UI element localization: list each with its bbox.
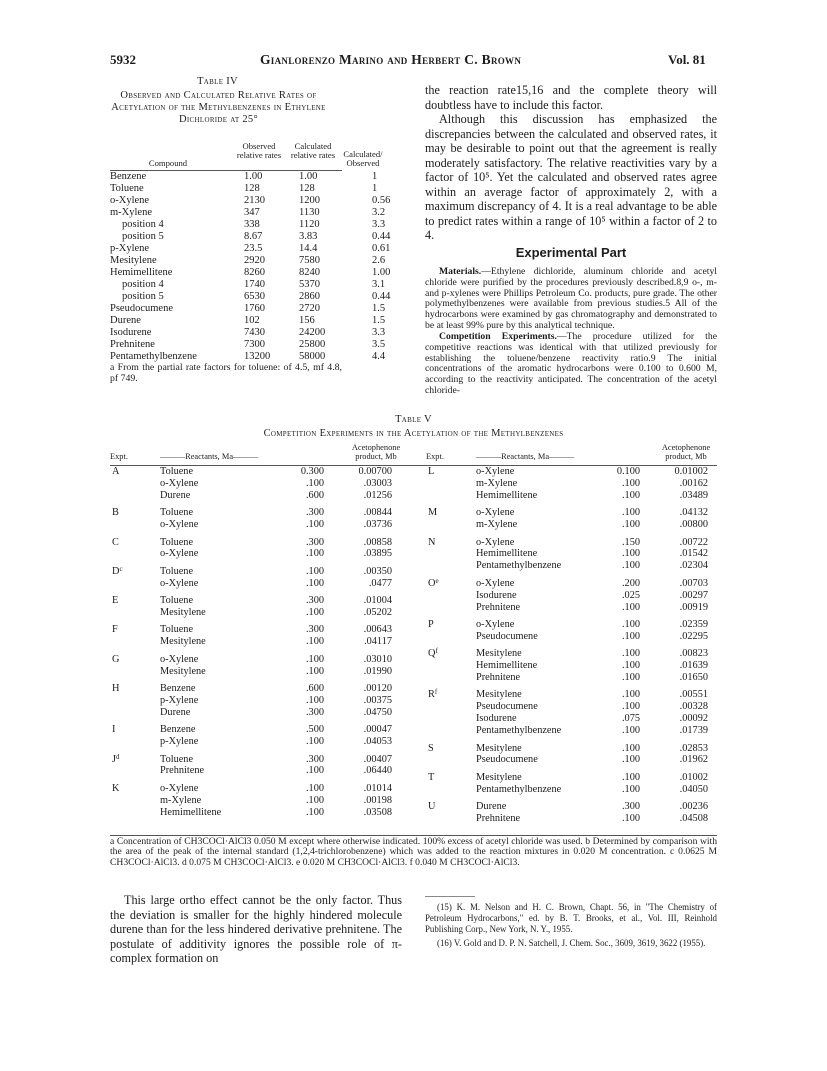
table4-title: Observed and Calculated Relative Rates of Acetylation of the Methylbenzenes in Ethylene Dichloride at 25° bbox=[111, 90, 326, 125]
table4-row bbox=[110, 291, 440, 303]
reactant-name: Pseudocumene bbox=[476, 630, 538, 642]
table4-row bbox=[110, 339, 440, 351]
reactant-name: Prehnitene bbox=[476, 672, 521, 683]
compound-name: position 5 bbox=[122, 291, 164, 302]
col-reactants-right-text: Reactants, Ma bbox=[501, 452, 550, 461]
observed-rate: 6530 bbox=[244, 291, 265, 302]
product-amount: .02304 bbox=[679, 560, 708, 572]
reactant-concentration: .100 bbox=[305, 653, 324, 665]
volume-label: Vol. 81 bbox=[668, 52, 706, 67]
reference-15: (15) K. M. Nelson and H. C. Brown, Chapt. 56, in "The Chemistry of Petroleum Hydrocarbons," ed. by B. T. Brooks, et al., Vol. III, Reinhold Publishing Corp., New York, N. Y., 1955. bbox=[425, 902, 717, 935]
calculated-rate: 1.00 bbox=[299, 171, 318, 182]
table4-row bbox=[110, 207, 440, 219]
calculated-rate: 58000 bbox=[299, 351, 326, 362]
expt-id: M bbox=[428, 507, 438, 519]
product-amount: 0.01002 bbox=[674, 466, 708, 477]
ratio-value: 1 bbox=[372, 183, 378, 194]
product-amount: .00844 bbox=[363, 507, 392, 519]
compound-name: o-Xylene bbox=[110, 195, 150, 206]
observed-rate: 2130 bbox=[244, 195, 265, 206]
ratio-value: 3.3 bbox=[372, 327, 386, 338]
reactant-concentration: .100 bbox=[621, 771, 640, 783]
expt-footnote-mark: c bbox=[119, 564, 123, 573]
product-amount: .01990 bbox=[363, 665, 392, 677]
reactant-name: o-Xylene bbox=[476, 466, 515, 477]
competition-text: —The procedure utilized for the competitive reactions was identical with that utilized previously for establishing the toluene/benzene reactivity ratio.9 The initial concentrations of the aromatic hydrocarbons were 0.100 to 0.600 M, according to the reactivity anticipated. The concentration of the acetyl chloride- bbox=[425, 331, 717, 396]
product-amount: .00858 bbox=[363, 536, 392, 548]
reactant-name: o-Xylene bbox=[476, 536, 515, 548]
reactant-name: Pentamethylbenzene bbox=[476, 783, 562, 795]
reactant-name: Mesitylene bbox=[160, 665, 206, 677]
compound-name: position 4 bbox=[122, 219, 164, 230]
ratio-value: 3.5 bbox=[372, 339, 386, 350]
reactant-name: Toluene bbox=[160, 624, 194, 636]
reactant-concentration: .100 bbox=[305, 665, 324, 677]
ratio-value: 1.5 bbox=[372, 303, 386, 314]
paragraph-discussion: Although this discussion has emphasized the discrepancies between the calculated and observed rates, it may be desirable to point out that the agreement is really moderately satisfactory. The relative reactivities vary by a factor of 10⁵. Yet the calculated and observed rates agree within an average factor of approximately 2, with a maximum discrepancy of 4. It is a real advantage to be able to predict rates within a range of 10⁵ within a factor of 2 to 4. bbox=[425, 112, 717, 242]
reactant-name: Toluene bbox=[160, 466, 194, 477]
col-reactants-left-text: Reactants, Ma bbox=[185, 452, 234, 461]
reactant-concentration: .100 bbox=[621, 754, 640, 766]
reactant-name: p-Xylene bbox=[160, 694, 199, 706]
competition-heading: Competition Experiments. bbox=[439, 331, 557, 342]
observed-rate: 1760 bbox=[244, 303, 265, 314]
ratio-value: 0.61 bbox=[372, 243, 391, 254]
product-amount: .01004 bbox=[363, 595, 392, 607]
compound-name: Pentamethylbenzene bbox=[110, 351, 197, 362]
reactant-name: Mesitylene bbox=[476, 689, 522, 701]
expt-id: A bbox=[112, 466, 120, 477]
reactant-name: Toluene bbox=[160, 536, 194, 548]
reactant-name: o-Xylene bbox=[160, 519, 199, 531]
ratio-value: 3.3 bbox=[372, 219, 386, 230]
reactant-concentration: .100 bbox=[621, 701, 640, 713]
ratio-value: 3.2 bbox=[372, 207, 386, 218]
materials-heading: Materials. bbox=[439, 266, 482, 277]
calculated-rate: 7580 bbox=[299, 255, 320, 266]
reactant-name: o-Xylene bbox=[476, 577, 515, 589]
reactant-name: o-Xylene bbox=[160, 782, 199, 794]
reactant-concentration: .100 bbox=[621, 519, 640, 531]
compound-name: position 4 bbox=[122, 279, 164, 290]
col-product-left: Acetophenone product, Mb bbox=[351, 443, 401, 461]
col-calculated: Calculated relative rates bbox=[290, 141, 336, 160]
col-expt-left: Expt. bbox=[110, 452, 128, 461]
paragraph-continuation: the reaction rate15,16 and the complete theory will doubtless have to include this factor. bbox=[425, 83, 717, 112]
compound-name: Hemimellitene bbox=[110, 267, 173, 278]
product-amount: .00800 bbox=[679, 519, 708, 531]
reactant-concentration: 0.100 bbox=[616, 466, 640, 477]
reactant-concentration: .100 bbox=[621, 477, 640, 489]
reactant-name: Durene bbox=[160, 706, 191, 718]
product-amount: .01962 bbox=[679, 754, 708, 766]
product-amount: .02359 bbox=[679, 618, 708, 630]
expt-id: T bbox=[428, 771, 435, 783]
reactant-name: o-Xylene bbox=[476, 507, 515, 519]
product-amount: .00703 bbox=[679, 577, 708, 589]
competition-paragraph bbox=[425, 332, 717, 397]
compound-name: Prehnitene bbox=[110, 339, 155, 350]
reactant-name: Hemimellitene bbox=[476, 548, 538, 560]
reactant-concentration: .300 bbox=[621, 801, 640, 813]
observed-rate: 8.67 bbox=[244, 231, 263, 242]
calculated-rate: 5370 bbox=[299, 279, 320, 290]
expt-id: P bbox=[428, 618, 434, 630]
reactant-name: Pentamethylbenzene bbox=[476, 725, 562, 737]
product-amount: .00407 bbox=[363, 753, 392, 765]
reactant-name: Isodurene bbox=[476, 713, 517, 725]
expt-id: K bbox=[112, 782, 120, 794]
product-amount: .04132 bbox=[679, 507, 708, 519]
ratio-value: 1.5 bbox=[372, 315, 386, 326]
reactant-concentration: .100 bbox=[621, 548, 640, 560]
reactant-name: m-Xylene bbox=[160, 794, 202, 806]
table5-footnotes: a Concentration of CH3COCl·AlCl3 0.050 M except where otherwise indicated. 100% excess of acetyl chloride was used. b Determined by comparison with the area of the peak of the internal standard (1,2,4-trichlorobenzene) which was added to the reaction mixtures in 0.020 M concentration. c 0.0625 M CH3COCl·AlCl3. d 0.075 M CH3COCl·AlCl3. e 0.020 M CH3COCl·AlCl3. f 0.040 M CH3COCl·AlCl3. bbox=[110, 836, 717, 868]
compound-name: m-Xylene bbox=[110, 207, 152, 218]
product-amount: .01650 bbox=[679, 672, 708, 683]
compound-name: Mesitylene bbox=[110, 255, 157, 266]
compound-name: Isodurene bbox=[110, 327, 152, 338]
expt-id: C bbox=[112, 536, 119, 548]
expt-id: S bbox=[428, 742, 434, 754]
reactant-name: o-Xylene bbox=[160, 577, 199, 589]
observed-rate: 102 bbox=[244, 315, 260, 326]
table5-title: Competition Experiments in the Acetylation of the Methylbenzenes bbox=[263, 428, 564, 439]
table4-row bbox=[110, 327, 440, 339]
page-number: 5932 bbox=[110, 52, 136, 67]
calculated-rate: 3.83 bbox=[299, 231, 318, 242]
reactant-concentration: .100 bbox=[305, 565, 324, 577]
reactant-name: m-Xylene bbox=[476, 519, 518, 531]
reactant-concentration: .100 bbox=[305, 548, 324, 560]
observed-rate: 7300 bbox=[244, 339, 265, 350]
ratio-value: 0.44 bbox=[372, 291, 391, 302]
product-amount: .00198 bbox=[363, 794, 392, 806]
reactant-concentration: .100 bbox=[621, 660, 640, 672]
calculated-rate: 2720 bbox=[299, 303, 320, 314]
table4-row bbox=[110, 267, 440, 279]
reactant-name: Mesitylene bbox=[160, 636, 206, 648]
reactant-concentration: .100 bbox=[621, 783, 640, 795]
product-amount: .04750 bbox=[363, 706, 392, 718]
table4-row bbox=[110, 231, 440, 243]
product-amount: .00162 bbox=[679, 477, 708, 489]
table5-right-half bbox=[0, 466, 827, 836]
reactant-name: Isodurene bbox=[476, 589, 517, 601]
expt-footnote-mark: d bbox=[116, 752, 120, 761]
product-amount: .02295 bbox=[679, 630, 708, 642]
expt-id: G bbox=[112, 653, 120, 665]
expt-id: B bbox=[112, 507, 119, 519]
product-amount: .00643 bbox=[363, 624, 392, 636]
calculated-rate: 128 bbox=[299, 183, 315, 194]
product-amount: .04508 bbox=[679, 813, 708, 824]
table4-row bbox=[110, 183, 440, 195]
expt-footnote-mark: f bbox=[434, 688, 438, 697]
reactant-concentration: .100 bbox=[305, 519, 324, 531]
product-amount: .04053 bbox=[363, 736, 392, 748]
reactant-concentration: 0.300 bbox=[300, 466, 324, 477]
reactant-name: Hemimellitene bbox=[476, 489, 538, 501]
product-amount: .00551 bbox=[679, 689, 708, 701]
reactant-concentration: .300 bbox=[305, 706, 324, 718]
product-amount: .01002 bbox=[679, 771, 708, 783]
reactant-concentration: .100 bbox=[305, 806, 324, 818]
reactant-concentration: .100 bbox=[305, 694, 324, 706]
reactant-concentration: .100 bbox=[305, 765, 324, 777]
col-observed: Observed relative rates bbox=[236, 141, 282, 160]
table4-row bbox=[110, 171, 440, 183]
expt-id: F bbox=[112, 624, 118, 636]
reactant-name: Pentamethylbenzene bbox=[476, 560, 562, 572]
reactant-name: o-Xylene bbox=[160, 548, 199, 560]
expt-footnote-mark: f bbox=[435, 647, 438, 656]
observed-rate: 1740 bbox=[244, 279, 265, 290]
product-amount: .01256 bbox=[363, 489, 392, 501]
observed-rate: 13200 bbox=[244, 351, 271, 362]
calculated-rate: 14.4 bbox=[299, 243, 318, 254]
product-amount: .00047 bbox=[363, 724, 392, 736]
reactant-name: Prehnitene bbox=[476, 813, 521, 824]
reactant-concentration: .300 bbox=[305, 753, 324, 765]
product-amount: .00120 bbox=[363, 683, 392, 694]
reactant-name: Prehnitene bbox=[476, 601, 521, 613]
reference-16: (16) V. Gold and D. P. N. Satchell, J. Chem. Soc., 3609, 3619, 3622 (1955). bbox=[437, 938, 706, 948]
materials-paragraph bbox=[425, 267, 717, 332]
reactant-concentration: .100 bbox=[305, 477, 324, 489]
reactant-concentration: .100 bbox=[621, 489, 640, 501]
product-amount: .04117 bbox=[364, 636, 392, 648]
ratio-value: 2.6 bbox=[372, 255, 386, 266]
reactant-name: Mesitylene bbox=[476, 648, 522, 660]
ratio-value: 1 bbox=[372, 171, 378, 182]
reactant-name: o-Xylene bbox=[476, 618, 515, 630]
running-authors: Gianlorenzo Marino and Herbert C. Brown bbox=[260, 52, 522, 67]
reactant-name: Prehnitene bbox=[160, 765, 205, 777]
compound-name: Pseudocumene bbox=[110, 303, 173, 314]
compound-name: Toluene bbox=[110, 183, 144, 194]
product-amount: .0477 bbox=[368, 577, 392, 589]
reactant-name: Toluene bbox=[160, 507, 194, 519]
product-amount: .00722 bbox=[679, 536, 708, 548]
reactant-concentration: .100 bbox=[305, 794, 324, 806]
col-ratio: Calculated/ Observed bbox=[343, 149, 383, 168]
col-reactants-right: ———Reactants, Ma——— bbox=[476, 452, 575, 461]
observed-rate: 347 bbox=[244, 207, 260, 218]
calculated-rate: 1120 bbox=[299, 219, 320, 230]
table4-row bbox=[110, 255, 440, 267]
product-amount: .01014 bbox=[363, 782, 392, 794]
reactant-concentration: .100 bbox=[305, 607, 324, 618]
product-amount: .00297 bbox=[679, 589, 708, 601]
reactant-concentration: .100 bbox=[621, 630, 640, 642]
table4-row bbox=[110, 303, 440, 315]
reactant-concentration: .300 bbox=[305, 536, 324, 548]
calculated-rate: 1200 bbox=[299, 195, 320, 206]
product-amount: .02853 bbox=[679, 742, 708, 754]
reactant-name: Pseudocumene bbox=[476, 754, 538, 766]
reactant-name: Hemimellitene bbox=[476, 660, 538, 672]
expt-id: N bbox=[428, 536, 436, 548]
expt-id: $D^c$ bbox=[112, 564, 123, 577]
ratio-value: 4.4 bbox=[372, 351, 386, 362]
product-amount: .04050 bbox=[679, 783, 708, 795]
expt-id: $J^d$ bbox=[112, 752, 120, 765]
reactant-concentration: .600 bbox=[305, 683, 324, 694]
table4-label: Table IV bbox=[197, 76, 238, 87]
product-amount: .03003 bbox=[363, 477, 392, 489]
reactant-name: p-Xylene bbox=[160, 736, 199, 748]
materials-text: —Ethylene dichloride, aluminum chloride and acetyl chloride were purified by the procedures previously described.8,9 o-, m- and p-xylenes were Phillips Petroleum Co. products, pure grade. The other polymethylbenzenes were available from previous studies.5 All of the hydrocarbons were examined by gas chromatography and demonstrated to be at least 99% pure by this analytical technique. bbox=[425, 266, 717, 331]
product-amount: .00328 bbox=[679, 701, 708, 713]
product-amount: .00823 bbox=[679, 648, 708, 660]
reactant-concentration: .100 bbox=[621, 560, 640, 572]
col-expt-right: Expt. bbox=[426, 452, 444, 461]
reactant-concentration: .300 bbox=[305, 507, 324, 519]
reactant-concentration: .100 bbox=[621, 601, 640, 613]
reactant-name: Mesitylene bbox=[160, 607, 206, 618]
table4-footnote: a From the partial rate factors for toluene: of 4.5, mf 4.8, pf 749. bbox=[110, 362, 342, 384]
reactant-concentration: .100 bbox=[305, 636, 324, 648]
reactant-concentration: .100 bbox=[621, 725, 640, 737]
table5-label: Table V bbox=[395, 414, 432, 425]
product-amount: .00375 bbox=[363, 694, 392, 706]
calculated-rate: 8240 bbox=[299, 267, 320, 278]
reactant-concentration: .500 bbox=[305, 724, 324, 736]
compound-name: p-Xylene bbox=[110, 243, 150, 254]
section-heading: Experimental Part bbox=[515, 245, 627, 260]
reactant-concentration: .100 bbox=[621, 689, 640, 701]
product-amount: .03010 bbox=[363, 653, 392, 665]
ratio-value: 0.44 bbox=[372, 231, 391, 242]
table4-row bbox=[110, 195, 440, 207]
product-amount: .05202 bbox=[363, 607, 392, 618]
expt-footnote-mark: e bbox=[435, 576, 439, 585]
reactant-name: Durene bbox=[160, 489, 191, 501]
col-compound: Compound bbox=[148, 158, 188, 168]
product-amount: .00350 bbox=[363, 565, 392, 577]
observed-rate: 338 bbox=[244, 219, 260, 230]
expt-id: $O^e$ bbox=[428, 576, 439, 589]
calculated-rate: 1130 bbox=[299, 207, 320, 218]
product-amount: .03508 bbox=[363, 806, 392, 818]
table4-row bbox=[110, 279, 440, 291]
reactant-concentration: .300 bbox=[305, 595, 324, 607]
reactant-concentration: .600 bbox=[305, 489, 324, 501]
reactant-concentration: .150 bbox=[621, 536, 640, 548]
product-amount: .01639 bbox=[679, 660, 708, 672]
reactant-name: Pseudocumene bbox=[476, 701, 538, 713]
reactant-concentration: .075 bbox=[621, 713, 640, 725]
observed-rate: 8260 bbox=[244, 267, 265, 278]
reactant-name: Mesitylene bbox=[476, 742, 522, 754]
expt-id: E bbox=[112, 595, 119, 607]
reactant-concentration: .100 bbox=[621, 672, 640, 683]
expt-id: H bbox=[112, 683, 120, 694]
observed-rate: 7430 bbox=[244, 327, 265, 338]
reactant-concentration: .100 bbox=[305, 782, 324, 794]
reactant-concentration: .100 bbox=[305, 577, 324, 589]
ratio-value: 1.00 bbox=[372, 267, 391, 278]
expt-id: $Q^f$ bbox=[428, 647, 438, 660]
reactant-concentration: .025 bbox=[621, 589, 640, 601]
product-amount: .03895 bbox=[363, 548, 392, 560]
reactant-name: o-Xylene bbox=[160, 653, 199, 665]
reactant-concentration: .100 bbox=[305, 736, 324, 748]
reactant-name: Mesitylene bbox=[476, 771, 522, 783]
col-product-right: Acetophenone product, Mb bbox=[661, 443, 711, 461]
reactant-concentration: .100 bbox=[621, 648, 640, 660]
table4-body bbox=[110, 171, 391, 371]
reactant-name: Durene bbox=[476, 801, 507, 813]
compound-name: Benzene bbox=[110, 171, 147, 182]
compound-name: position 5 bbox=[122, 231, 164, 242]
product-amount: .01542 bbox=[679, 548, 708, 560]
calculated-rate: 156 bbox=[299, 315, 315, 326]
reactant-concentration: .100 bbox=[621, 742, 640, 754]
observed-rate: 23.5 bbox=[244, 243, 263, 254]
calculated-rate: 25800 bbox=[299, 339, 326, 350]
bottom-paragraph: This large ortho effect cannot be the only factor. Thus the deviation is smaller for the highly hindered molecule durene than for the less hindered derivative prehnitene. The postulate of additivity ignores the possible role of π-complex formation on bbox=[110, 893, 402, 965]
ratio-value: 3.1 bbox=[372, 279, 386, 290]
reactant-concentration: .100 bbox=[621, 507, 640, 519]
reactant-name: o-Xylene bbox=[160, 477, 199, 489]
product-amount: .03736 bbox=[363, 519, 392, 531]
reactant-concentration: .100 bbox=[621, 813, 640, 824]
observed-rate: 2920 bbox=[244, 255, 265, 266]
ratio-value: 0.56 bbox=[372, 195, 391, 206]
footnote-rule bbox=[425, 896, 475, 897]
product-amount: .00092 bbox=[679, 713, 708, 725]
table4-row bbox=[110, 243, 440, 255]
product-amount: 0.00700 bbox=[358, 466, 392, 477]
expt-id: I bbox=[112, 724, 116, 736]
product-amount: .06440 bbox=[363, 765, 392, 777]
product-amount: .01739 bbox=[679, 725, 708, 737]
calculated-rate: 24200 bbox=[299, 327, 326, 338]
reactant-concentration: .300 bbox=[305, 624, 324, 636]
reactant-name: Toluene bbox=[160, 565, 194, 577]
product-amount: .00236 bbox=[679, 801, 708, 813]
col-reactants-left: ———Reactants, Ma——— bbox=[160, 452, 259, 461]
expt-id: U bbox=[428, 801, 436, 813]
product-amount: .00919 bbox=[679, 601, 708, 613]
calculated-rate: 2860 bbox=[299, 291, 320, 302]
reactant-name: Toluene bbox=[160, 595, 194, 607]
reactant-name: Benzene bbox=[160, 683, 196, 694]
reactant-concentration: .200 bbox=[621, 577, 640, 589]
observed-rate: 128 bbox=[244, 183, 260, 194]
reactant-concentration: .100 bbox=[621, 618, 640, 630]
product-amount: .03489 bbox=[679, 489, 708, 501]
expt-id: L bbox=[428, 466, 435, 477]
reactant-name: Benzene bbox=[160, 724, 196, 736]
table4-row bbox=[110, 219, 440, 231]
reactant-name: Toluene bbox=[160, 753, 194, 765]
reactant-name: Hemimellitene bbox=[160, 806, 222, 818]
reactant-name: m-Xylene bbox=[476, 477, 518, 489]
table4-row bbox=[110, 315, 440, 327]
expt-id: $R^f$ bbox=[428, 688, 438, 701]
compound-name: Durene bbox=[110, 315, 141, 326]
observed-rate: 1.00 bbox=[244, 171, 263, 182]
